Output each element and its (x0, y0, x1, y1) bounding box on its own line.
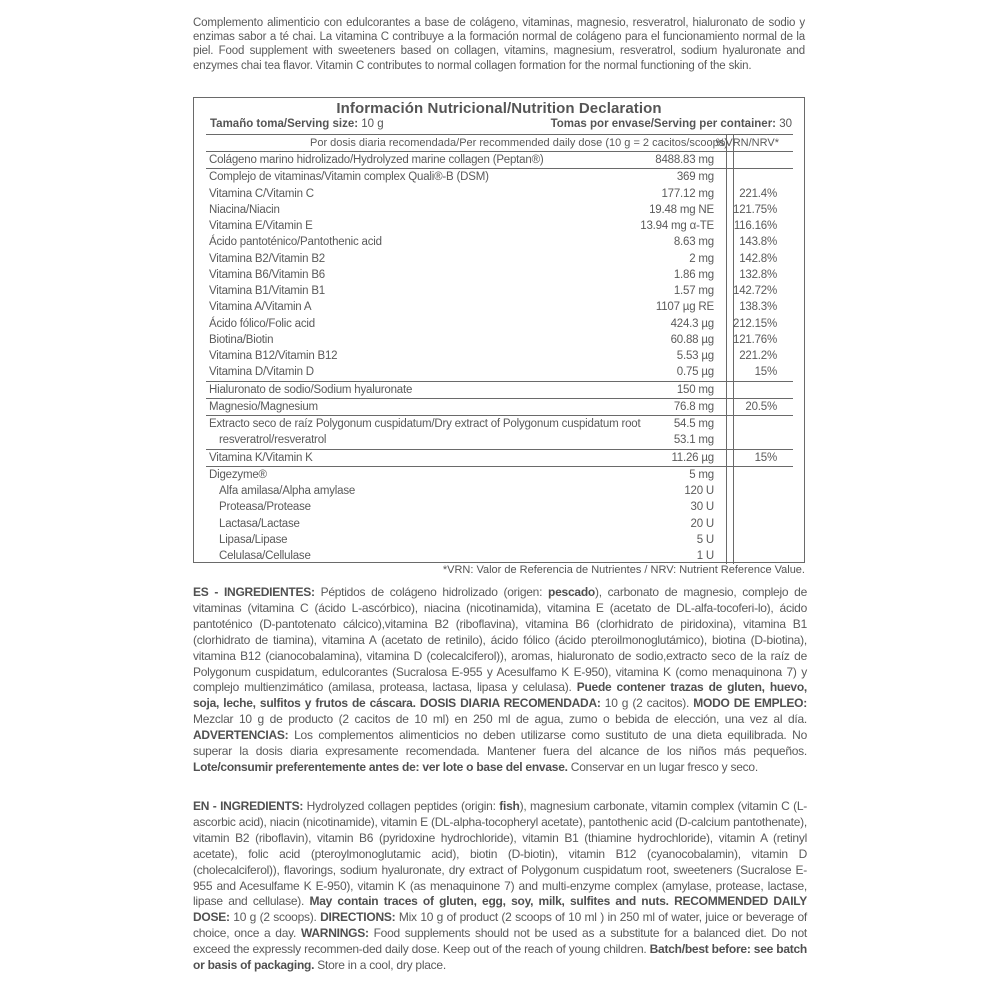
nutrient-name: Digezyme® (209, 468, 267, 481)
nutrient-name: Complejo de vitaminas/Vitamin complex Quali®-B (DSM) (209, 171, 489, 184)
table-row (206, 381, 793, 398)
bold-text: MODO DE EMPLEO: (693, 696, 807, 711)
table-row (206, 316, 793, 332)
nutrient-name: Celulasa/Cellulase (219, 550, 311, 562)
nutrient-name: Vitamina B2/Vitamin B2 (209, 252, 325, 265)
text-segment: ), magnesium carbonate, vitamin complex (vitamin C (L-ascorbic acid), niacin (nicotinamide), vitamin E (DL-alpha-tocopheryl acetate), pantothenic acid (D-calcium pantothenate), vitamin B2 (riboflavin), vitamin B6 (pyridoxine hydrochloride), vitamin B1 (thiamine hydrochloride), vitamin A (retinyl acetate), folic acid (pteroylmonoglutamic acid), biotin (D-biotin), vitamin B12 (cyanocobalamin), vitamin D (cholecalciferol)), flavorings, sodium hyaluronate, dry extract of Polygonum cuspidatum root, sweeteners (Sucralose E-955 and Acesulfame K E-950), vitamin K (as menaquinone 7) and multi-enzyme complex (amylase, protease, lactase, lipase and cellulase). (193, 799, 807, 909)
nutrient-vrn: 212.15% (733, 317, 777, 330)
table-row (206, 332, 793, 348)
nutrient-name: Vitamina E/Vitamin E (209, 220, 313, 232)
nutrient-vrn: 121.75% (733, 203, 777, 216)
bold-text: DIRECTIONS: (320, 910, 396, 925)
nutrient-name: Ácido fólico/Folic acid (209, 317, 315, 330)
nutrient-amount: 13.94 mg α-TE (640, 220, 714, 232)
nutrition-table (193, 97, 805, 563)
nutrient-amount: 5 U (696, 533, 714, 546)
table-row (206, 152, 793, 168)
product-description: Complemento alimenticio con edulcorantes a base de colágeno, vitaminas, magnesio, resveratrol, hialuronato de sodio y enzimas sabor a té chai. La vitamina C contribuye a la formación normal de colágeno para el funcionamiento normal de la piel. Food supplement with sweeteners based on collagen, vitamins, magnesium, resveratrol, sodium hyaluronate and enzymes chai tea flavor. Vitamin C contributes to normal collagen formation for the normal functioning of the skin. (193, 17, 805, 72)
header-vrn: %VRN/NRV* (715, 137, 779, 149)
nutrient-vrn: 15% (754, 366, 777, 379)
nutrient-name: Magnesio/Magnesium (209, 400, 318, 413)
table-row (206, 299, 793, 315)
servings-per-container (551, 118, 792, 130)
table-row (206, 267, 793, 283)
nutrient-name: resveratrol/resveratrol (219, 434, 327, 447)
table-row (206, 202, 793, 218)
bold-text: EN - INGREDIENTS: (193, 799, 304, 813)
table-row (206, 364, 793, 380)
serving-size (210, 118, 384, 130)
ingredients-en (193, 799, 807, 974)
nutrient-rows (206, 152, 793, 564)
nutrient-amount: 0.75 µg (676, 366, 714, 379)
nutrient-name: Vitamina B12/Vitamin B12 (209, 350, 338, 362)
header-dose: Por dosis diaria recomendada/Per recommended daily dose (10 g = 2 cacitos/scoops) (310, 137, 728, 149)
bold-text: Lote/consumir preferentemente antes de: ver lote o base del envase. (193, 759, 568, 774)
nutrient-vrn: 221.2% (739, 350, 777, 362)
bold-text: fish (499, 799, 520, 813)
nutrient-amount: 369 mg (676, 171, 714, 184)
nutrient-vrn: 15% (754, 451, 777, 464)
table-row (206, 449, 793, 466)
nutrient-vrn: 143.8% (739, 236, 777, 249)
nutrient-amount: 2 mg (689, 252, 714, 265)
table-row (206, 415, 793, 432)
table-row (206, 348, 793, 364)
nutrient-name: Vitamina B1/Vitamin B1 (209, 285, 325, 297)
text-segment: Los complementos alimenticios no deben utilizarse como sustituto de una dieta equilibrada. No superar la dosis diaria expresamente recomendada. Mantener fuera del alcance de los niños más pequeños. (193, 728, 807, 759)
text-segment: Péptidos de colágeno hidrolizado (origen: (314, 585, 549, 599)
nutrient-amount: 1.86 mg (673, 268, 714, 281)
nutrient-vrn: 116.16% (733, 220, 777, 232)
nutrient-name: Alfa amilasa/Alpha amylase (219, 485, 356, 497)
nutrition-title: Información Nutricional/Nutrition Declaration (336, 100, 662, 117)
table-row (206, 499, 793, 515)
nutrient-vrn: 121.76% (733, 333, 777, 346)
nutrient-name: Vitamina D/Vitamin D (209, 366, 314, 379)
text-segment: Food supplements should not be used as a substitute for a balanced diet. Do not exceed the expressly recommen-ded daily dose. Keep out of the reach of young children. (193, 926, 808, 957)
nutrient-name: Proteasa/Protease (219, 501, 311, 514)
nutrient-amount: 8488.83 mg (655, 154, 714, 166)
bold-text: Puede contener trazas de gluten, huevo, soja, leche, sulfitos y frutos de cáscara. DOSIS DIARIA RECOMENDADA: (193, 680, 807, 711)
text-segment: Store in a cool, dry place. (314, 958, 446, 973)
nutrient-name: Hialuronato de sodio/Sodium hyaluronate (209, 383, 413, 396)
nutrient-amount: 424.3 µg (670, 317, 714, 330)
bold-text: ES - INGREDIENTES: (193, 585, 315, 599)
table-header (206, 134, 793, 152)
serving-size-value: 10 g (361, 118, 384, 130)
nutrient-name: Ácido pantoténico/Pantothenic acid (209, 236, 382, 249)
nrv-footnote: *VRN: Valor de Referencia de Nutrientes / NRV: Nutrient Reference Value. (442, 564, 805, 576)
nutrient-name: Vitamina C/Vitamin C (209, 187, 314, 200)
nutrient-amount: 150 mg (676, 383, 714, 396)
text-segment: 10 g (2 cacitos). (600, 696, 694, 711)
bold-text: WARNINGS: (300, 926, 369, 941)
nutrient-amount: 5.53 µg (676, 350, 714, 362)
table-row (206, 432, 793, 448)
nutrient-amount: 30 U (690, 501, 714, 514)
bold-text: May contain traces of gluten, egg, soy, milk, sulfites and nuts. RECOMMENDED DAILY DOSE: (193, 894, 808, 925)
nutrient-name: Vitamina K/Vitamin K (209, 451, 313, 464)
nutrient-vrn: 132.8% (739, 268, 777, 281)
nutrient-amount: 20 U (690, 517, 714, 530)
nutrient-amount: 5 mg (689, 468, 714, 481)
nutrient-name: Lipasa/Lipase (219, 533, 288, 546)
table-row (206, 483, 793, 499)
text-segment: 10 g (2 scoops). (229, 910, 321, 925)
nutrient-amount: 1.57 mg (673, 285, 714, 297)
nutrient-amount: 1107 µg RE (655, 301, 714, 314)
table-row (206, 251, 793, 267)
nutrient-amount: 8.63 mg (673, 236, 714, 249)
table-row (206, 168, 793, 185)
table-row (206, 466, 793, 483)
nutrient-vrn: 138.3% (739, 301, 777, 314)
ingredients-es (193, 585, 807, 776)
nutrient-amount: 177.12 mg (661, 187, 714, 200)
table-row (206, 186, 793, 202)
nutrient-amount: 60.88 µg (670, 333, 714, 346)
bold-text: Batch/best before: see batch or basis of packaging. (193, 942, 807, 973)
nutrient-name: Vitamina A/Vitamin A (209, 301, 312, 314)
nutrient-name: Vitamina B6/Vitamin B6 (209, 268, 325, 281)
serving-size-label: Tamaño toma/Serving size: (210, 118, 359, 130)
table-row (206, 283, 793, 299)
nutrient-amount: 11.26 µg (671, 451, 714, 464)
table-row (206, 218, 793, 234)
table-row (206, 234, 793, 250)
text-segment: Mix 10 g of product (2 scoops of 10 ml ) in 250 ml of water, juice or beverage of choice, once a day. (193, 910, 807, 941)
bold-text: pescado (548, 585, 595, 599)
nutrient-name: Biotina/Biotin (209, 333, 274, 346)
nutrient-amount: 53.1 mg (673, 434, 714, 447)
nutrient-name: Niacina/Niacin (209, 203, 280, 216)
bold-text: ADVERTENCIAS: (193, 728, 289, 743)
table-row (206, 532, 793, 548)
table-row (206, 516, 793, 532)
nutrient-amount: 120 U (684, 485, 714, 497)
nutrient-vrn: 142.72% (733, 285, 777, 297)
text-segment: ), carbonato de magnesio, complejo de vitaminas (vitamina C (ácido L-ascórbico), niacina (nicotinamida), vitamina E (acetato de DL-alfa-tocoferi-lo), ácido pantoténico (D-pantotenato cálcico),vitamina B2 (riboflavina), vitamina B6 (clorhidrato de piridoxina), vitamina B1 (clorhidrato de tiamina), vitamina A (acetato de retinilo), ácido fólico (ácido pteroilmonoglutámico), biotina (D-biotina), vitamina B12 (cianocobalamina), vitamina D (colecalciferol)), aromas, hialuronato de sodio,extracto seco de la raíz de Polygonum cuspidatum, edulcorantes (Sucralosa E-955 y Acesulfamo K E-950), vitamina K (como menaquinona 7) y complejo multienzimático (amilasa, proteasa, lactasa, lipasa y celulasa). (193, 585, 808, 695)
text-segment: Conservar en un lugar fresco y seco. (567, 759, 758, 774)
nutrient-vrn: 142.8% (739, 252, 777, 265)
text-segment: Hydrolyzed collagen peptides (origin: (303, 799, 500, 813)
servings-label: Tomas por envase/Serving per container: (550, 118, 776, 130)
table-row (206, 548, 793, 564)
nutrient-name: Colágeno marino hidrolizado/Hydrolyzed marine collagen (Peptan®) (209, 154, 544, 166)
nutrient-amount: 76.8 mg (673, 400, 714, 413)
nutrient-name: Lactasa/Lactase (219, 517, 300, 530)
nutrient-amount: 1 U (696, 550, 714, 562)
nutrient-vrn: 221.4% (739, 187, 777, 200)
nutrient-amount: 19.48 mg NE (649, 203, 714, 216)
nutrient-name: Extracto seco de raíz Polygonum cuspidatum/Dry extract of Polygonum cuspidatum root (209, 418, 641, 430)
table-row (206, 398, 793, 415)
nutrition-grid (206, 134, 793, 564)
text-segment: Mezclar 10 g de producto (2 cacitos de 10 ml) en 250 ml de agua, zumo o bebida de elección, una vez al día. (193, 712, 807, 727)
nutrient-vrn: 20.5% (745, 400, 777, 413)
servings-value: 30 (779, 118, 792, 130)
nutrient-amount: 54.5 mg (673, 418, 714, 430)
